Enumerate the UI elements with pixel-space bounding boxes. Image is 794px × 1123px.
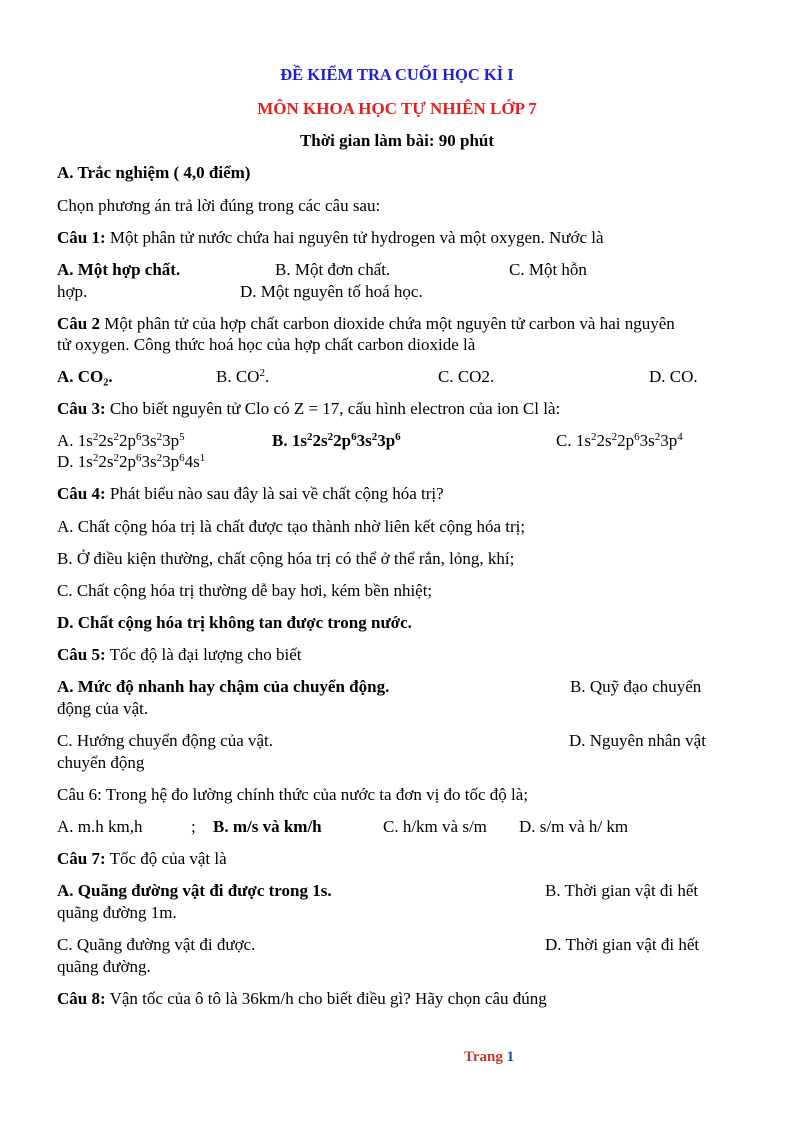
subject-title: MÔN KHOA HỌC TỰ NHIÊN LỚP 7 — [257, 99, 537, 118]
question-label: Câu 7: — [57, 849, 106, 868]
question-2 — [57, 313, 675, 335]
q5-option-a: A. Mức độ nhanh hay chậm của chuyển động. — [57, 677, 390, 696]
q6-separator: ; — [191, 817, 196, 836]
q7-option-a: A. Quãng đường vật đi được trong 1s. — [57, 881, 332, 900]
q4-option-a: A. Chất cộng hóa trị là chất được tạo thành nhờ liên kết cộng hóa trị; — [57, 517, 526, 536]
q5-option-b-cont: động của vật. — [57, 699, 149, 718]
superscript: 2 — [259, 367, 265, 379]
q5-option-d: D. Nguyên nhân vật — [569, 731, 706, 750]
q2-option-b — [216, 366, 269, 390]
question-text: Cho biết nguyên tử Clo có Z = 17, cấu hình electron của ion Cl là: — [105, 399, 561, 418]
q3-option-b: B. $1s^22s^22p^63s^23p^6$ — [272, 431, 401, 450]
question-label: Câu 8: — [57, 989, 106, 1008]
q2-option-a: A. CO₂. — [57, 367, 113, 386]
question-text: Vận tốc của ô tô là 36km/h cho biết điều gì? Hãy chọn câu đúng — [105, 989, 547, 1008]
q4-option-c: C. Chất cộng hóa trị thường dễ bay hơi, kém bền nhiệt; — [57, 581, 433, 600]
question-1 — [57, 227, 604, 249]
question-5 — [57, 644, 302, 666]
q6-option-b: B. m/s và km/h — [213, 817, 322, 836]
q2-option-d: D. CO. — [649, 367, 698, 386]
question-2-cont: tử oxygen. Công thức hoá học của hợp chất carbon dioxide là — [57, 335, 476, 354]
section-a-title: A. Trắc nghiệm ( 4,0 điểm) — [57, 163, 251, 182]
question-text: Một phân tử nước chứa hai nguyên tử hydrogen và một oxygen. Nước là — [105, 228, 604, 247]
question-text: Tốc độ của vật là — [105, 849, 227, 868]
question-text: Tốc độ là đại lượng cho biết — [105, 645, 302, 664]
question-text: Một phân tử của hợp chất carbon dioxide chứa một nguyên tử carbon và hai nguyên — [99, 314, 675, 333]
q7-option-b-cont: quãng đường 1m. — [57, 903, 177, 922]
question-3 — [57, 398, 560, 420]
q5-option-d-cont: chuyển động — [57, 753, 145, 772]
q5-option-c: C. Hướng chuyển động của vật. — [57, 731, 274, 750]
q3-option-d: D. $1s^22s^22p^63s^23p^64s^1$ — [57, 452, 206, 471]
q1-option-d: D. Một nguyên tố hoá học. — [240, 282, 423, 301]
q6-option-d: D. s/m và h/ km — [519, 817, 629, 836]
question-label: Câu 5: — [57, 645, 106, 664]
option-text: B. CO — [216, 367, 260, 386]
question-7 — [57, 848, 227, 870]
q7-option-c: C. Quãng đường vật đi được. — [57, 935, 256, 954]
q2-option-c: C. CO2. — [438, 367, 495, 386]
q5-option-b: B. Quỹ đạo chuyển — [570, 677, 702, 696]
q7-option-d-cont: quãng đường. — [57, 957, 151, 976]
question-label: Câu 4: — [57, 484, 106, 503]
exam-title: ĐỀ KIỂM TRA CUỐI HỌC KÌ I — [280, 65, 514, 84]
page-footer — [464, 1046, 514, 1068]
q1-option-a: A. Một hợp chất. — [57, 260, 181, 279]
q7-option-b: B. Thời gian vật đi hết — [545, 881, 699, 900]
q6-option-a: A. m.h km,h — [57, 817, 143, 836]
q4-option-b: B. Ở điều kiện thường, chất cộng hóa trị có thể ở thể rắn, lỏng, khí; — [57, 549, 515, 568]
q1-option-c: C. Một hỗn — [509, 260, 587, 279]
q6-option-c: C. h/km và s/m — [383, 817, 487, 836]
question-8 — [57, 988, 547, 1010]
q1-option-c-cont: hợp. — [57, 282, 88, 301]
q7-option-d: D. Thời gian vật đi hết — [545, 935, 700, 954]
question-label: Câu 1: — [57, 228, 106, 247]
exam-duration: Thời gian làm bài: 90 phút — [299, 131, 495, 150]
question-label: Câu 2 — [57, 314, 100, 333]
q3-option-c: C. $1s^22s^22p^63s^23p^4$ — [556, 431, 683, 450]
question-text: Phát biểu nào sau đây là sai về chất cộng hóa trị? — [105, 484, 444, 503]
question-label: Câu 3: — [57, 399, 106, 418]
q3-option-a: A. $1s^22s^22p^63s^23p^5$ — [57, 431, 185, 450]
option-text-end: . — [264, 367, 270, 386]
section-a-instruction: Chọn phương án trả lời đúng trong các câu sau: — [57, 196, 381, 215]
question-4 — [57, 483, 444, 505]
q1-option-b: B. Một đơn chất. — [275, 260, 391, 279]
page-word: Trang — [464, 1049, 507, 1065]
q4-option-d: D. Chất cộng hóa trị không tan được trong nước. — [57, 613, 412, 632]
page-number: 1 — [506, 1049, 515, 1065]
question-6: Câu 6: Trong hệ đo lường chính thức của nước ta đơn vị đo tốc độ là; — [57, 785, 529, 804]
